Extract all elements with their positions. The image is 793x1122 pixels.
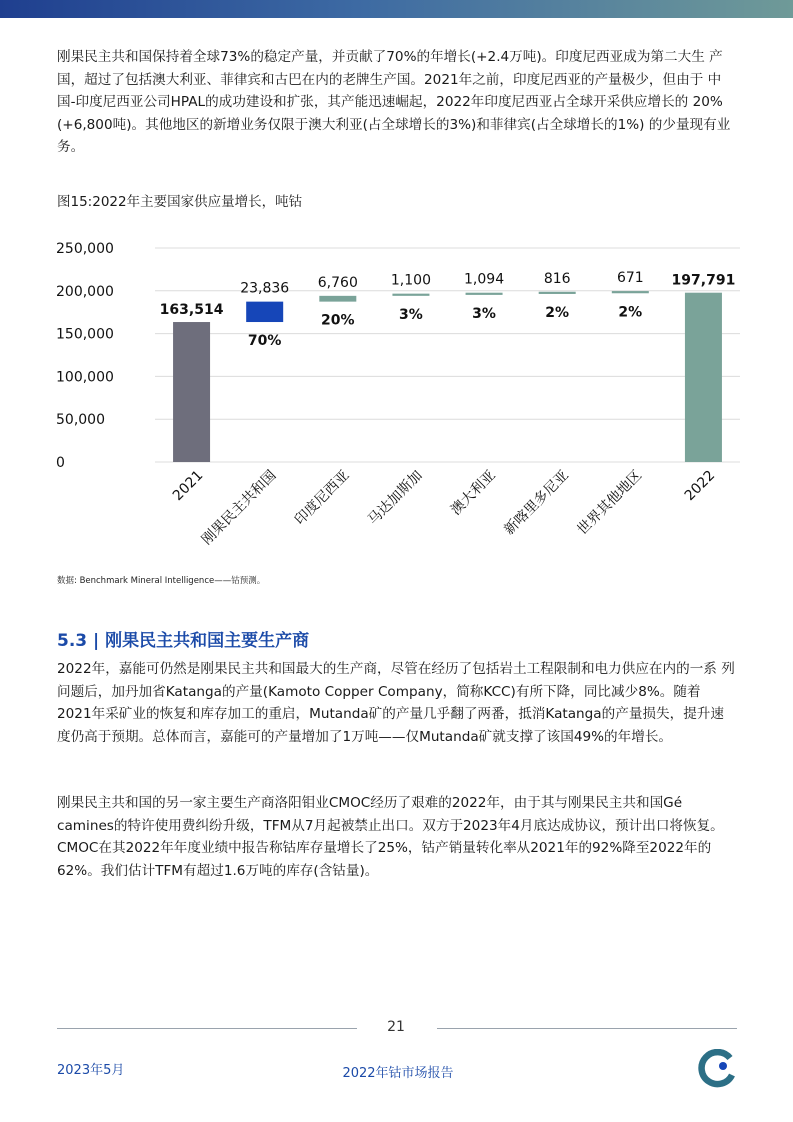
footer-report-title: 2022年钴市场报告: [342, 1066, 454, 1081]
footer-divider-right: [437, 1028, 737, 1029]
value-label: 197,791: [671, 272, 736, 289]
category-label: 2021: [169, 467, 207, 505]
value-label: 163,514: [159, 302, 224, 319]
bar-0: [173, 322, 210, 462]
share-label: 2%: [545, 304, 570, 321]
share-label: 3%: [399, 306, 423, 323]
bar-7: [685, 293, 722, 462]
value-label: 23,836: [240, 280, 290, 297]
footer-divider-left: [57, 1028, 357, 1029]
footer-date: 2023年5月: [57, 1063, 125, 1078]
category-label: 刚果民主共和国: [198, 467, 280, 549]
value-label: 1,100: [390, 272, 431, 289]
company-logo-icon: [697, 1049, 737, 1089]
share-label: 20%: [321, 312, 355, 329]
y-tick-label: 150,000: [56, 326, 114, 343]
figure-title: 图15:2022年主要国家供应量增长，吨钴: [57, 194, 303, 210]
y-tick-label: 200,000: [56, 283, 114, 300]
bar-4: [466, 293, 503, 295]
bar-1: [246, 302, 283, 322]
bar-3: [392, 294, 429, 296]
value-label: 6,760: [317, 274, 358, 291]
share-label: 70%: [247, 333, 282, 350]
category-label: 澳大利亚: [447, 467, 499, 519]
value-label: 1,094: [464, 271, 505, 288]
bar-2: [319, 296, 356, 302]
category-label: 马达加斯加: [364, 467, 426, 529]
share-label: 3%: [472, 305, 496, 322]
figure-source: 数据: Benchmark Mineral Intelligence——钴预测。: [57, 576, 266, 586]
paragraph-supply-overview: 刚果民主共和国保持着全球73%的稳定产量，并贡献了70%的年增长(+2.4万吨)。印度尼西亚成为第二大生 产国，超过了包括澳大利亚、菲律宾和古巴在内的老牌生产国。2021年之前，印度尼西亚的产量极少，但由于 中国-印度尼西亚公司HPAL的成功建设和扩张，其产能迅速崛起，2022年印度尼西亚占全球开采供应增长的 20%(+6,800吨)。其他地区的新增业务仅限于澳大利亚(占全球增长的3%)和菲律宾(占全球增长的1%) 的少量现有业务。: [57, 49, 731, 156]
bar-6: [612, 291, 649, 293]
category-label: 2022: [681, 467, 719, 505]
category-label: 世界其他地区: [574, 467, 646, 539]
page-number: 21: [387, 1019, 405, 1035]
header-gradient-bar: [0, 0, 793, 18]
value-label: 671: [616, 270, 644, 287]
paragraph-cmoc: 刚果民主共和国的另一家主要生产商洛阳钼业CMOC经历了艰难的2022年，由于其与刚果民主共和国Gé camines的特许使用费纠纷升级，TFM从7月起被禁止出口。双方于2023年4月底达成协议，预计出口将恢复。 CMOC在其2022年年度业绩中报告称钴库存量增长了25%，钴产销量转化率从2021年的92%降至2022年的 62%。我们估计TFM有超过1.6万吨的库存(含钴量)。: [57, 795, 731, 879]
y-tick-label: 0: [56, 455, 65, 471]
value-label: 816: [543, 270, 571, 287]
paragraph-glencore: 2022年，嘉能可仍然是刚果民主共和国最大的生产商，尽管在经历了包括岩土工程限制和电力供应在内的一系 列问题后，加丹加省Katanga的产量(Kamoto Copper Company，简称KCC)有所下降，同比减少8%。随着 2021年采矿业的恢复和库存加工的重启，Mutanda矿的产量几乎翻了两番，抵消Katanga的产量损失，提升速 度仍高于预期。总体而言，嘉能可的产量增加了1万吨——仅Mutanda矿就支撑了该国49%的年增长。: [57, 661, 735, 745]
category-label: 印度尼西亚: [291, 467, 353, 529]
section-title: 5.3 | 刚果民主共和国主要生产商: [57, 631, 310, 651]
y-tick-label: 50,000: [56, 412, 105, 429]
bar-5: [539, 292, 576, 294]
y-tick-label: 100,000: [56, 369, 114, 386]
y-tick-label: 250,000: [56, 241, 114, 257]
share-label: 2%: [618, 304, 643, 321]
supply-growth-chart: [50, 232, 750, 572]
category-label: 新喀里多尼亚: [501, 467, 573, 539]
